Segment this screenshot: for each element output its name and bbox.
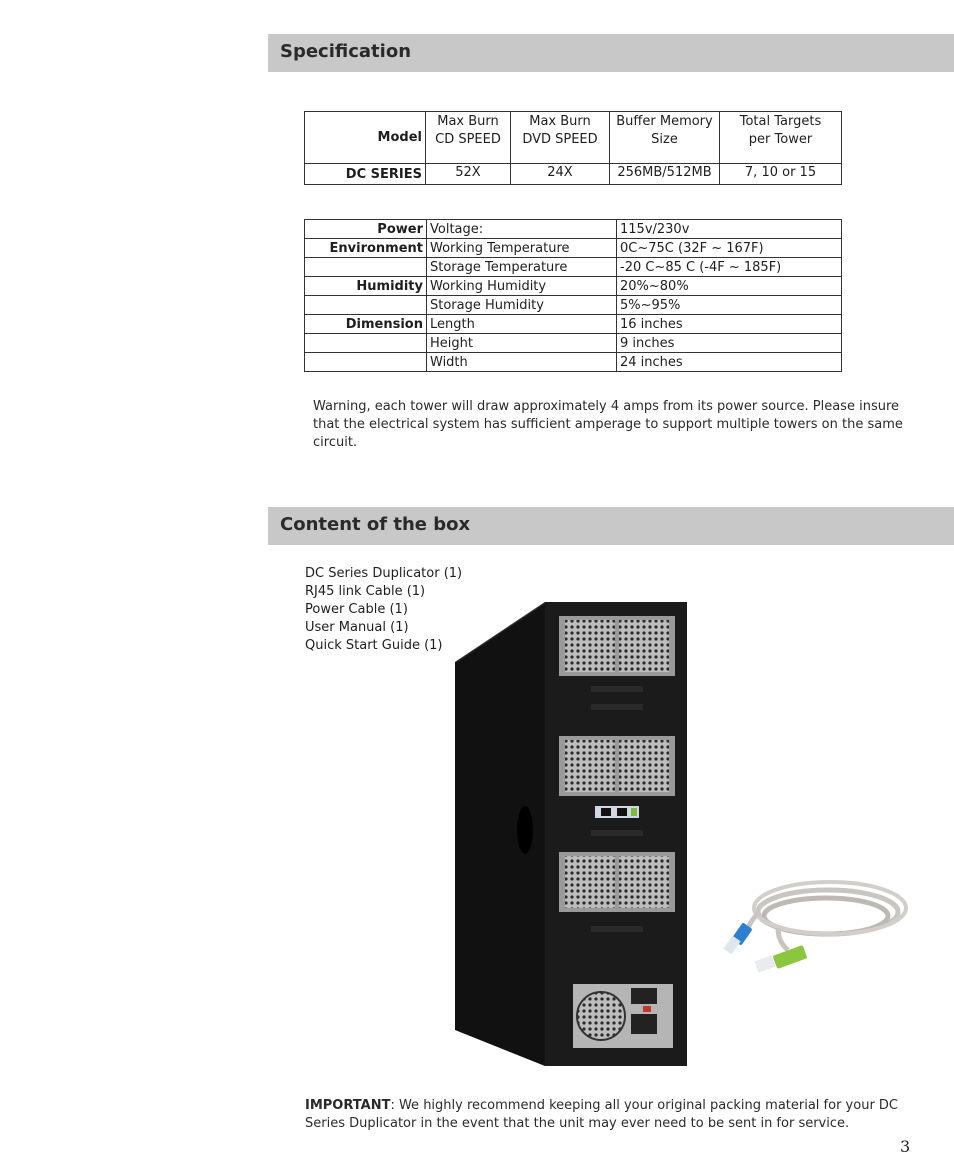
box-contents-list (305, 565, 462, 655)
header-targets: Total Targets per Tower (720, 112, 842, 164)
cell-model: DC SERIES (305, 164, 426, 185)
table-row: Storage Temperature -20 C~85 C (-4F ~ 185F) (305, 258, 842, 277)
important-note (305, 1097, 925, 1133)
table-row: Environment Working Temperature 0C~75C (32F ~ 167F) (305, 239, 842, 258)
cell-targets: 7, 10 or 15 (720, 164, 842, 185)
specification-header (268, 34, 954, 72)
important-text: : We highly recommend keeping all your original packing material for your DC Series Duplicator in the event that the unit may ever need to be sent in for service. (305, 1098, 899, 1131)
table-row: Humidity Working Humidity 20%~80% (305, 277, 842, 296)
list-item: DC Series Duplicator (1) (305, 566, 463, 581)
table-header-row (305, 112, 842, 164)
important-label: IMPORTANT (305, 1098, 391, 1113)
fan-panel (559, 852, 675, 912)
header-cd-speed: Max Burn CD SPEED (426, 112, 511, 164)
table-row: Height 9 inches (305, 334, 842, 353)
model-spec-table (304, 111, 842, 185)
section-title: Specification (280, 41, 412, 62)
power-supply (573, 984, 673, 1048)
table-row: Dimension Length 16 inches (305, 315, 842, 334)
list-item: Quick Start Guide (1) (305, 638, 443, 653)
table-row (305, 164, 842, 185)
list-item: RJ45 link Cable (1) (305, 584, 426, 599)
content-header (268, 507, 954, 545)
header-buffer: Buffer Memory Size (610, 112, 720, 164)
cell-cd-speed: 52X (426, 164, 511, 185)
header-model: Model (305, 112, 426, 164)
duplicator-tower-image (455, 600, 695, 1070)
warning-text: Warning, each tower will draw approximately 4 amps from its power source. Please insure that the electrical system has sufficient amperage to support multiple towers on the same circuit. (313, 399, 903, 450)
table-row: Width 24 inches (305, 353, 842, 372)
list-item: User Manual (1) (305, 620, 409, 635)
cell-buffer: 256MB/512MB (610, 164, 720, 185)
rj45-cable-image (718, 862, 908, 982)
cell-dvd-speed: 24X (511, 164, 610, 185)
environment-spec-table (304, 219, 842, 372)
table-row: Storage Humidity 5%~95% (305, 296, 842, 315)
fan-panel (559, 736, 675, 796)
table-row: Power Voltage: 115v/230v (305, 220, 842, 239)
list-item: Power Cable (1) (305, 602, 408, 617)
page-number: 3 (900, 1137, 911, 1156)
section-title: Content of the box (280, 514, 471, 535)
header-dvd-speed: Max Burn DVD SPEED (511, 112, 610, 164)
